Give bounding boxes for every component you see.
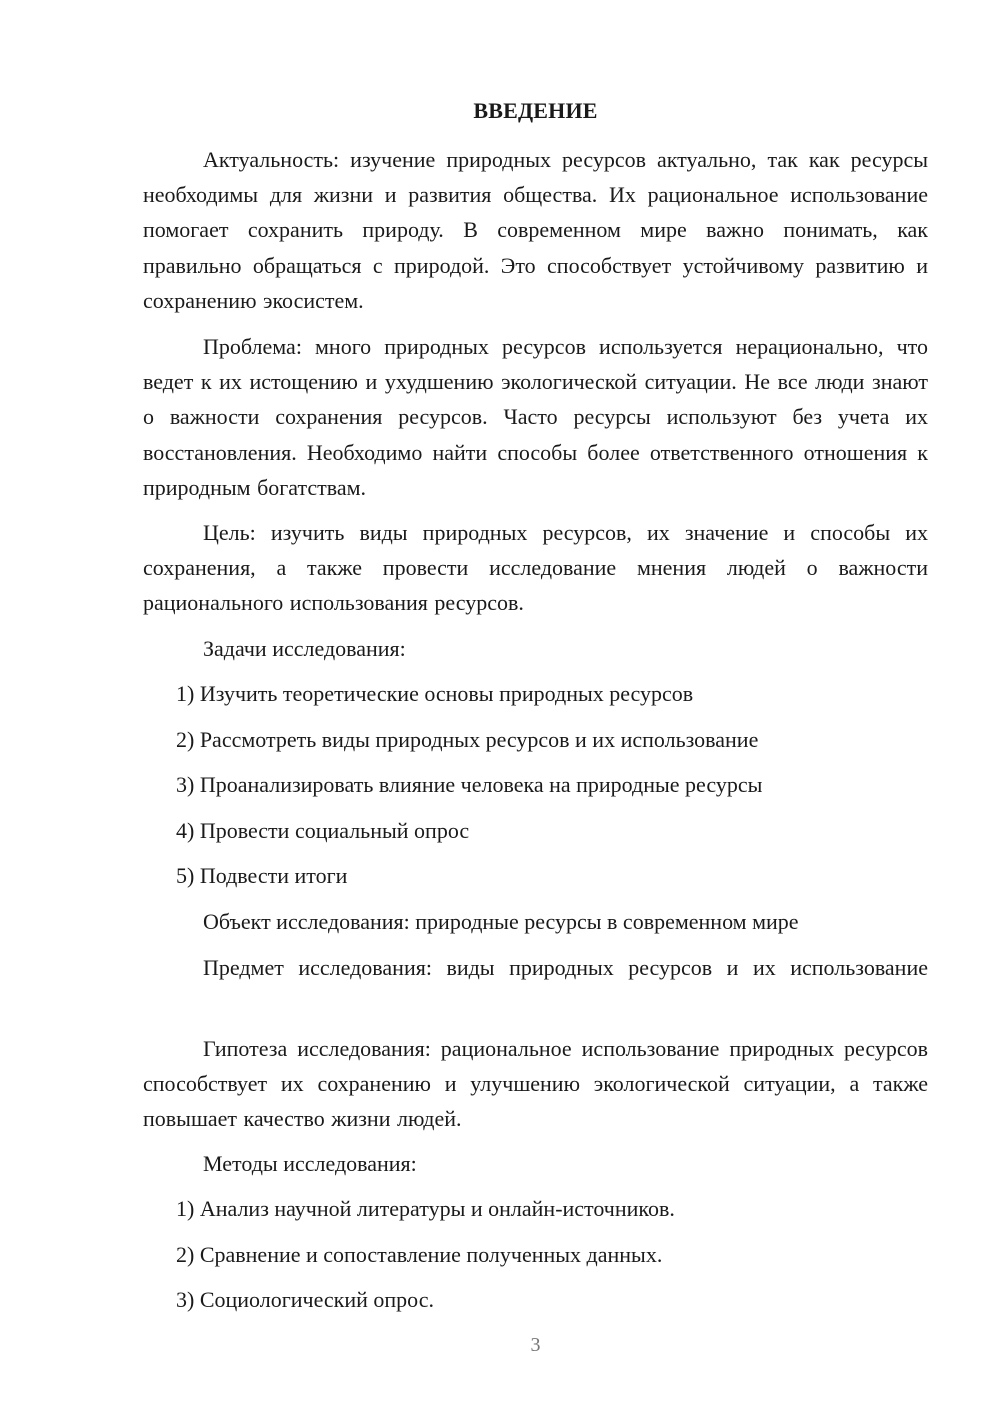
methods-heading: Методы исследования: — [203, 1151, 417, 1176]
list-item: 2) Сравнение и сопоставление полученных данных. — [176, 1242, 663, 1267]
tasks-heading: Задачи исследования: — [203, 636, 406, 661]
hypothesis-paragraph: Гипотеза исследования: рациональное использование природных ресурсов способствует их сохранению и улучшению экологической ситуации, а также повышает качество жизни людей. — [143, 1036, 928, 1132]
list-item: 3) Социологический опрос. — [176, 1287, 434, 1312]
subject-paragraph: Предмет исследования: виды природных ресурсов и их использование — [203, 955, 928, 980]
page-title: ВВЕДЕНИЕ — [473, 98, 598, 123]
document-page — [143, 0, 928, 1414]
list-item: 1) Анализ научной литературы и онлайн-источников. — [176, 1196, 675, 1221]
object-line: Объект исследования: природные ресурсы в современном мире — [203, 909, 799, 934]
list-item: 4) Провести социальный опрос — [176, 818, 470, 843]
list-item: 1) Изучить теоретические основы природных ресурсов — [176, 681, 694, 706]
list-item: 5) Подвести итоги — [176, 863, 348, 888]
goal-paragraph: Цель: изучить виды природных ресурсов, их значение и способы их сохранения, а также провести исследование мнения людей о важности рационального использования ресурсов. — [143, 520, 928, 616]
list-item: 2) Рассмотреть виды природных ресурсов и их использование — [176, 727, 759, 752]
relevance-paragraph: Актуальность: изучение природных ресурсов актуально, так как ресурсы необходимы для жизни и развития общества. Их рациональное использование помогает сохранить природу. В современном мире важно понимать, как правильно обращаться с природой. Это способствует устойчивому развитию и сохранению экосистем. — [143, 147, 928, 313]
problem-paragraph: Проблема: много природных ресурсов используется нерационально, что ведет к их истощению и ухудшению экологической ситуации. Не все люди знают о важности сохранения ресурсов. Часто ресурсы используют без учета их восстановления. Необходимо найти способы более ответственного отношения к природным богатствам. — [143, 334, 928, 500]
list-item: 3) Проанализировать влияние человека на природные ресурсы — [176, 772, 763, 797]
page-number: 3 — [530, 1334, 541, 1356]
